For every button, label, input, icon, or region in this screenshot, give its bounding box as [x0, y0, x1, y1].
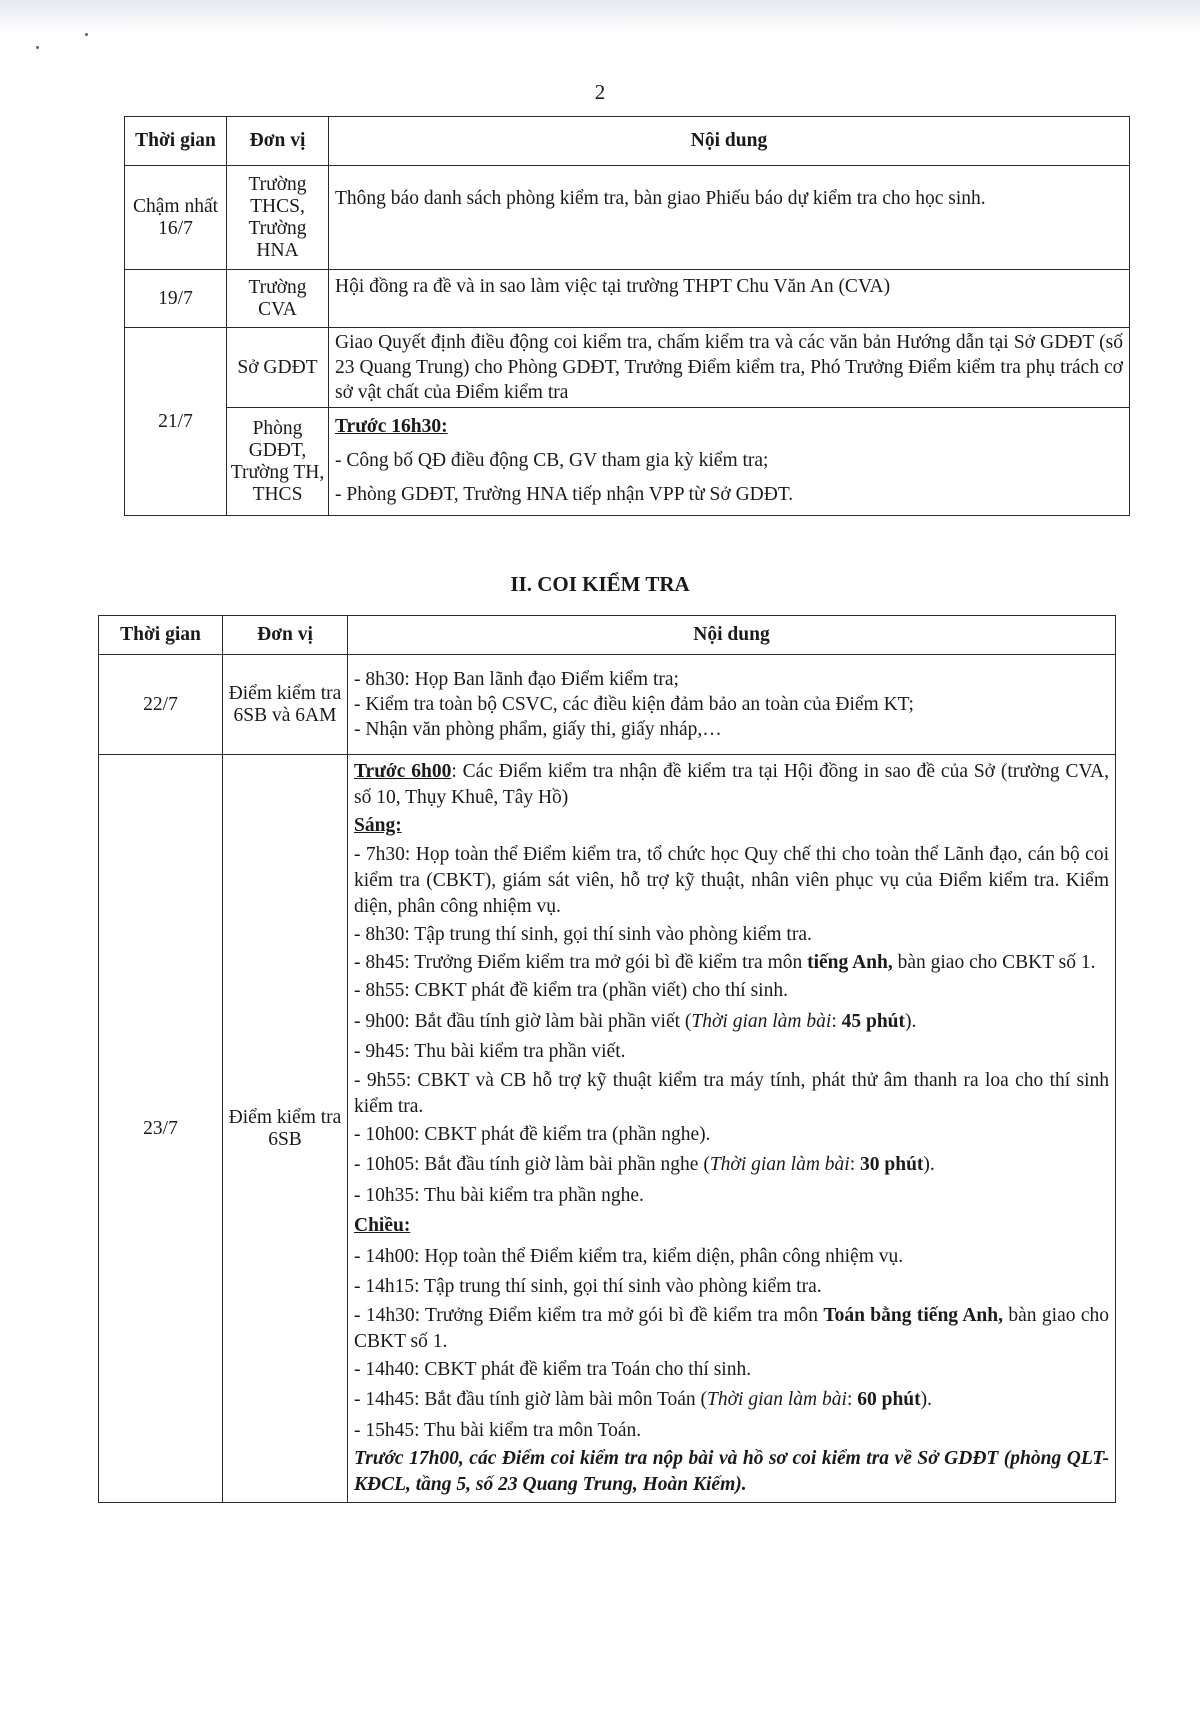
content-item: - 14h30: Trưởng Điểm kiểm tra mở gói bì đề kiểm tra môn Toán bằng tiếng Anh, bàn giao cho CBKT số 1. — [354, 1304, 1110, 1352]
row-unit: Trường THCS, Trường HNA — [227, 166, 329, 270]
header-time: Thời gian — [125, 117, 227, 166]
row-time: 22/7 — [99, 655, 223, 755]
content-item: - 10h05: Bắt đầu tính giờ làm bài phần nghe (Thời gian làm bài: 30 phút). — [354, 1154, 935, 1175]
content-item: - Phòng GDĐT, Trường HNA tiếp nhận VPP từ Sở GDĐT. — [335, 484, 794, 505]
section-title: II. COI KIỂM TRA — [510, 572, 690, 596]
table-row — [125, 166, 1130, 270]
page-number: 2 — [594, 80, 606, 104]
table-header-row — [99, 616, 1116, 655]
content-item: - Công bố QĐ điều động CB, GV tham gia kỳ kiểm tra; — [335, 450, 769, 471]
afternoon-label: Chiều: — [354, 1215, 411, 1236]
row-time: Chậm nhất 16/7 — [125, 166, 227, 270]
content-item: - 10h00: CBKT phát đề kiểm tra (phần nghe). — [354, 1123, 711, 1145]
scan-speck — [85, 33, 88, 36]
scan-shadow — [0, 0, 1200, 32]
content-item: - 8h30: Họp Ban lãnh đạo Điểm kiểm tra; — [354, 669, 679, 690]
scan-speck — [36, 46, 39, 49]
table-header-row — [125, 117, 1130, 166]
closing-note: Trước 17h00, các Điểm coi kiểm tra nộp bài và hồ sơ coi kiểm tra về Sở GDĐT (phòng QLT-KĐCL, tầng 5, số 23 Quang Trung, Hoàn Kiếm). — [354, 1448, 1109, 1495]
row-content: Thông báo danh sách phòng kiểm tra, bàn giao Phiếu báo dự kiểm tra cho học sinh. — [329, 166, 1130, 270]
row-content: Giao Quyết định điều động coi kiểm tra, chấm kiểm tra và các văn bản Hướng dẫn tại Sở GDĐT (số 23 Quang Trung) cho Phòng GDĐT, Trưởng Điểm kiểm tra, Phó Trưởng Điểm kiểm tra phụ trách cơ sở vật chất của Điểm kiểm tra — [329, 328, 1130, 408]
row-content — [348, 655, 1116, 755]
content-item: - 9h00: Bắt đầu tính giờ làm bài phần viết (Thời gian làm bài: 45 phút). — [354, 1010, 917, 1032]
row-time: 21/7 — [125, 328, 227, 516]
intro-line: Trước 6h00: Các Điểm kiểm tra nhận đề kiểm tra tại Hội đồng in sao đề của Sở (trường CVA, số 10, Thụy Khuê, Tây Hồ) — [354, 761, 1110, 808]
table-row — [125, 328, 1130, 408]
content-item: - 7h30: Họp toàn thể Điểm kiểm tra, tổ chức học Quy chế thi cho toàn thể Lãnh đạo, cán bộ coi kiểm tra (CBKT), giám sát viên, hỗ trợ kỹ thuật, nhân viên phục vụ của Điểm kiểm tra. Kiểm diện, phân công nhiệm vụ. — [354, 843, 1109, 917]
header-content: Nội dung — [348, 616, 1116, 655]
content-item: - Kiểm tra toàn bộ CSVC, các điều kiện đảm bảo an toàn của Điểm KT; — [354, 694, 914, 715]
content-item: - 14h40: CBKT phát đề kiểm tra Toán cho thí sinh. — [354, 1358, 752, 1380]
table-row — [99, 755, 1116, 1503]
header-content: Nội dung — [329, 117, 1130, 166]
content-item: - 14h00: Họp toàn thể Điểm kiểm tra, kiểm diện, phân công nhiệm vụ. — [354, 1245, 904, 1267]
header-unit: Đơn vị — [223, 616, 348, 655]
row-unit: Điểm kiểm tra 6SB — [223, 755, 348, 1503]
row-unit: Phòng GDĐT, Trường TH, THCS — [227, 408, 329, 516]
content-item: - 9h45: Thu bài kiểm tra phần viết. — [354, 1041, 626, 1062]
content-item: - Nhận văn phòng phẩm, giấy thi, giấy nháp,… — [354, 719, 722, 740]
content-item: - 9h55: CBKT và CB hỗ trợ kỹ thuật kiểm tra máy tính, phát thử âm thanh ra loa cho thí sinh kiểm tra. — [354, 1069, 1109, 1117]
row-content — [329, 408, 1130, 516]
content-item: - 14h45: Bắt đầu tính giờ làm bài môn Toán (Thời gian làm bài: 60 phút). — [354, 1389, 933, 1410]
row-content — [348, 755, 1116, 1503]
row-time: 23/7 — [99, 755, 223, 1503]
schedule-table-preparation — [124, 116, 1130, 516]
content-heading: Trước 16h30: — [335, 416, 448, 437]
row-unit: Điểm kiểm tra 6SB và 6AM — [223, 655, 348, 755]
row-unit: Trường CVA — [227, 270, 329, 328]
header-unit: Đơn vị — [227, 117, 329, 166]
content-item: - 14h15: Tập trung thí sinh, gọi thí sinh vào phòng kiểm tra. — [354, 1276, 822, 1297]
content-item: - 8h30: Tập trung thí sinh, gọi thí sinh vào phòng kiểm tra. — [354, 923, 812, 945]
header-time: Thời gian — [99, 616, 223, 655]
row-unit: Sở GDĐT — [227, 328, 329, 408]
content-item: - 8h55: CBKT phát đề kiểm tra (phần viết) cho thí sinh. — [354, 980, 788, 1001]
table-row — [99, 655, 1116, 755]
table-row — [125, 408, 1130, 516]
content-item: - 8h45: Trưởng Điểm kiểm tra mở gói bì đề kiểm tra môn tiếng Anh, bàn giao cho CBKT số 1. — [354, 952, 1096, 973]
schedule-table-supervision — [98, 615, 1116, 1503]
morning-label: Sáng: — [354, 815, 402, 836]
content-item: - 10h35: Thu bài kiểm tra phần nghe. — [354, 1184, 644, 1206]
content-item: - 15h45: Thu bài kiểm tra môn Toán. — [354, 1419, 642, 1441]
row-time: 19/7 — [125, 270, 227, 328]
table-row — [125, 270, 1130, 328]
row-content: Hội đồng ra đề và in sao làm việc tại trường THPT Chu Văn An (CVA) — [329, 270, 1130, 328]
